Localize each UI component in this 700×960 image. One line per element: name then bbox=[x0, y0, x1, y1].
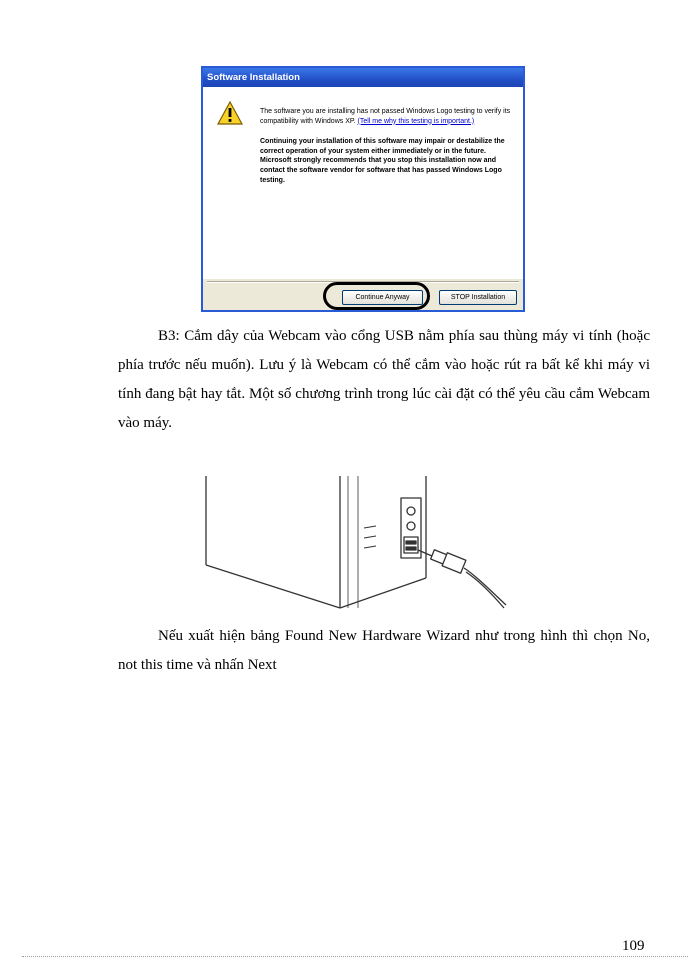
usb-plug-computer-icon bbox=[200, 440, 534, 618]
dialog-title: Software Installation bbox=[203, 68, 523, 87]
stop-installation-button[interactable]: STOP Installation bbox=[439, 290, 517, 305]
dialog-message-1: The software you are installing has not passed Windows Logo testing to verify its compatibility with Windows XP. bbox=[260, 108, 511, 125]
footer-divider bbox=[22, 956, 688, 957]
dialog-message bbox=[260, 107, 515, 185]
page-number: 109 bbox=[622, 938, 645, 954]
dialog-message-2: Continuing your installation of this software may impair or destabilize the correct operation of your system either immediately or in the future. Microsoft strongly recommends that you stop this installation now and contact the software vendor for software that has passed Windows Logo testing. bbox=[260, 138, 505, 184]
continue-anyway-button[interactable]: Continue Anyway bbox=[342, 290, 423, 305]
paragraph-wizard: Nếu xuất hiện bảng Found New Hardware Wizard như trong hình thì chọn No, not this time và nhấn Next bbox=[118, 628, 650, 673]
paragraph-b3: B3: Cắm dây của Webcam vào cổng USB nằm phía sau thùng máy vi tính (hoặc phía trước nếu muốn). Lưu ý là Webcam có thể cắm vào hoặc rút ra bất kể khi máy vi tính đang bật hay tắt. Một số chương trình trong lúc cài đặt có thể yêu cầu cắm Webcam vào máy. bbox=[118, 328, 650, 431]
tell-me-why-link[interactable]: (Tell me why this testing is important.) bbox=[357, 117, 475, 125]
highlight-oval bbox=[323, 282, 430, 310]
software-installation-dialog bbox=[201, 66, 525, 312]
dialog-body bbox=[203, 87, 523, 279]
warning-icon bbox=[217, 101, 243, 125]
